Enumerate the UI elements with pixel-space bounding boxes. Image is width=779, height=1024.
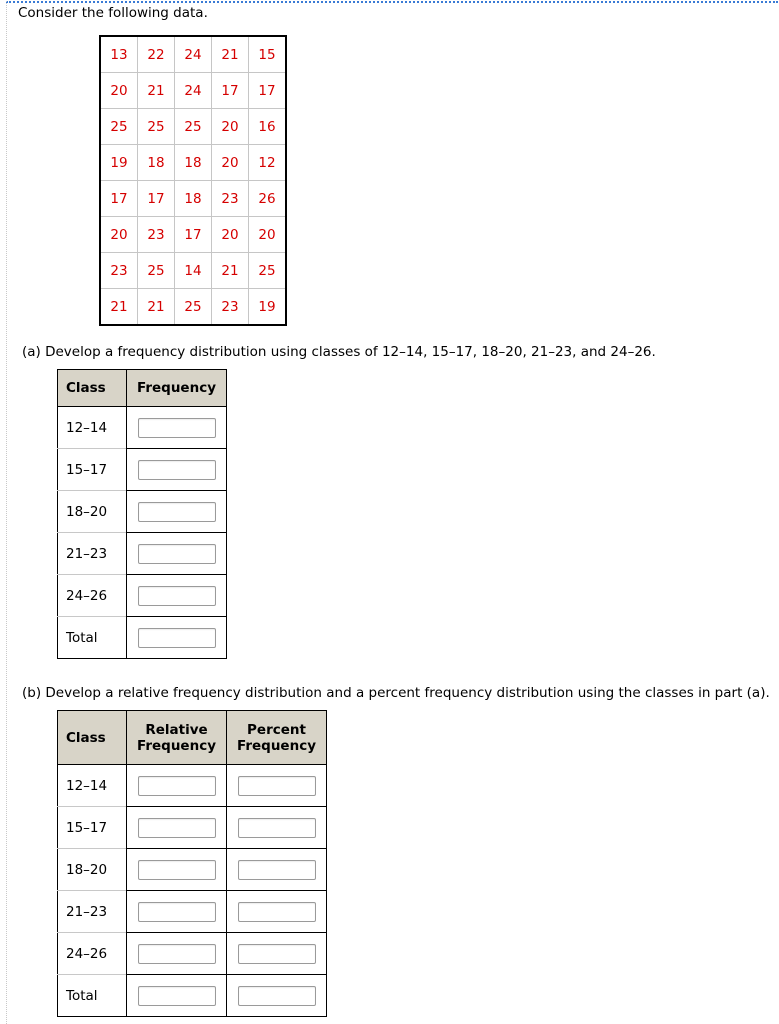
- percent-frequency-input[interactable]: [238, 902, 316, 922]
- relative-frequency-header: [127, 711, 227, 765]
- class-label: 18–20: [58, 491, 127, 533]
- data-cell: 18: [175, 181, 212, 217]
- data-cell: 22: [138, 36, 175, 73]
- data-cell: 21: [138, 289, 175, 326]
- relative-percent-table: [57, 710, 327, 1017]
- percent-frequency-cell: [227, 975, 327, 1017]
- data-cell: 17: [138, 181, 175, 217]
- class-label: 18–20: [58, 849, 127, 891]
- relative-frequency-input[interactable]: [138, 860, 216, 880]
- frequency-input[interactable]: [138, 502, 216, 522]
- data-cell: 20: [100, 217, 138, 253]
- data-cell: 18: [138, 145, 175, 181]
- relative-frequency-input[interactable]: [138, 986, 216, 1006]
- percent-frequency-cell: [227, 765, 327, 807]
- relative-frequency-input[interactable]: [138, 902, 216, 922]
- percent-frequency-input[interactable]: [238, 860, 316, 880]
- relative-percent-row: [58, 891, 327, 933]
- frequency-cell: [127, 617, 227, 659]
- data-row: [100, 217, 286, 253]
- percent-frequency-input[interactable]: [238, 986, 316, 1006]
- relative-percent-row: [58, 765, 327, 807]
- percent-frequency-input[interactable]: [238, 818, 316, 838]
- data-cell: 16: [249, 109, 287, 145]
- data-cell: 17: [100, 181, 138, 217]
- data-cell: 19: [100, 145, 138, 181]
- data-cell: 25: [249, 253, 287, 289]
- data-cell: 25: [175, 109, 212, 145]
- class-label: Total: [58, 617, 127, 659]
- data-cell: 25: [138, 109, 175, 145]
- intro-text: Consider the following data.: [18, 5, 208, 21]
- data-row: [100, 253, 286, 289]
- percent-frequency-cell: [227, 891, 327, 933]
- frequency-input[interactable]: [138, 628, 216, 648]
- class-label: 21–23: [58, 891, 127, 933]
- relative-frequency-cell: [127, 975, 227, 1017]
- data-cell: 21: [212, 36, 249, 73]
- percent-frequency-input[interactable]: [238, 776, 316, 796]
- relative-frequency-input[interactable]: [138, 944, 216, 964]
- data-cell: 17: [175, 217, 212, 253]
- data-cell: 25: [138, 253, 175, 289]
- frequency-row: [58, 533, 227, 575]
- data-cell: 12: [249, 145, 287, 181]
- percent-frequency-cell: [227, 933, 327, 975]
- frequency-cell: [127, 491, 227, 533]
- data-cell: 23: [138, 217, 175, 253]
- relative-frequency-input[interactable]: [138, 818, 216, 838]
- data-cell: 20: [100, 73, 138, 109]
- frequency-row: [58, 491, 227, 533]
- class-label: 21–23: [58, 533, 127, 575]
- relative-frequency-cell: [127, 849, 227, 891]
- data-cell: 20: [212, 217, 249, 253]
- data-cell: 20: [249, 217, 287, 253]
- data-cell: 17: [249, 73, 287, 109]
- data-row: [100, 73, 286, 109]
- percent-frequency-cell: [227, 807, 327, 849]
- data-row: [100, 109, 286, 145]
- data-cell: 20: [212, 109, 249, 145]
- class-label: 12–14: [58, 407, 127, 449]
- data-table: [99, 35, 287, 326]
- relative-frequency-cell: [127, 891, 227, 933]
- data-cell: 24: [175, 36, 212, 73]
- frequency-input[interactable]: [138, 586, 216, 606]
- data-row: [100, 289, 286, 326]
- percent-frequency-header: [227, 711, 327, 765]
- class-label: 12–14: [58, 765, 127, 807]
- relative-header-line2: Frequency: [136, 737, 217, 754]
- frequency-cell: [127, 449, 227, 491]
- frequency-header: Frequency: [127, 370, 227, 407]
- class-label: Total: [58, 975, 127, 1017]
- relative-frequency-input[interactable]: [138, 776, 216, 796]
- data-cell: 25: [175, 289, 212, 326]
- left-dotted-border: [6, 1, 7, 1024]
- percent-frequency-cell: [227, 849, 327, 891]
- data-row: [100, 36, 286, 73]
- data-cell: 23: [212, 181, 249, 217]
- relative-percent-row: [58, 807, 327, 849]
- class-header: Class: [58, 711, 127, 765]
- data-row: [100, 181, 286, 217]
- relative-percent-row: [58, 849, 327, 891]
- data-row: [100, 145, 286, 181]
- data-cell: 20: [212, 145, 249, 181]
- data-cell: 18: [175, 145, 212, 181]
- data-cell: 23: [212, 289, 249, 326]
- part-a-prompt: (a) Develop a frequency distribution using classes of 12–14, 15–17, 18–20, 21–23, and 24–26.: [22, 344, 656, 360]
- data-cell: 13: [100, 36, 138, 73]
- relative-percent-row: [58, 975, 327, 1017]
- percent-frequency-input[interactable]: [238, 944, 316, 964]
- class-header: Class: [58, 370, 127, 407]
- percent-header-line2: Frequency: [236, 737, 317, 754]
- top-dotted-border: [6, 1, 778, 3]
- frequency-row: [58, 617, 227, 659]
- data-cell: 21: [138, 73, 175, 109]
- data-cell: 23: [100, 253, 138, 289]
- relative-frequency-cell: [127, 933, 227, 975]
- data-cell: 25: [100, 109, 138, 145]
- relative-frequency-cell: [127, 807, 227, 849]
- frequency-cell: [127, 407, 227, 449]
- data-cell: 17: [212, 73, 249, 109]
- data-cell: 19: [249, 289, 287, 326]
- frequency-input[interactable]: [138, 460, 216, 480]
- frequency-input[interactable]: [138, 418, 216, 438]
- frequency-cell: [127, 575, 227, 617]
- data-cell: 14: [175, 253, 212, 289]
- relative-percent-row: [58, 933, 327, 975]
- frequency-input[interactable]: [138, 544, 216, 564]
- percent-header-line1: Percent: [247, 721, 306, 738]
- part-b-prompt: (b) Develop a relative frequency distribution and a percent frequency distribution using the classes in part (a).: [22, 685, 770, 701]
- data-cell: 24: [175, 73, 212, 109]
- class-label: 24–26: [58, 575, 127, 617]
- class-label: 24–26: [58, 933, 127, 975]
- frequency-row: [58, 407, 227, 449]
- data-cell: 15: [249, 36, 287, 73]
- data-cell: 21: [100, 289, 138, 326]
- frequency-row: [58, 575, 227, 617]
- frequency-cell: [127, 533, 227, 575]
- class-label: 15–17: [58, 807, 127, 849]
- data-cell: 26: [249, 181, 287, 217]
- relative-frequency-cell: [127, 765, 227, 807]
- frequency-row: [58, 449, 227, 491]
- class-label: 15–17: [58, 449, 127, 491]
- relative-header-line1: Relative: [145, 721, 208, 738]
- data-cell: 21: [212, 253, 249, 289]
- frequency-table: [57, 369, 227, 659]
